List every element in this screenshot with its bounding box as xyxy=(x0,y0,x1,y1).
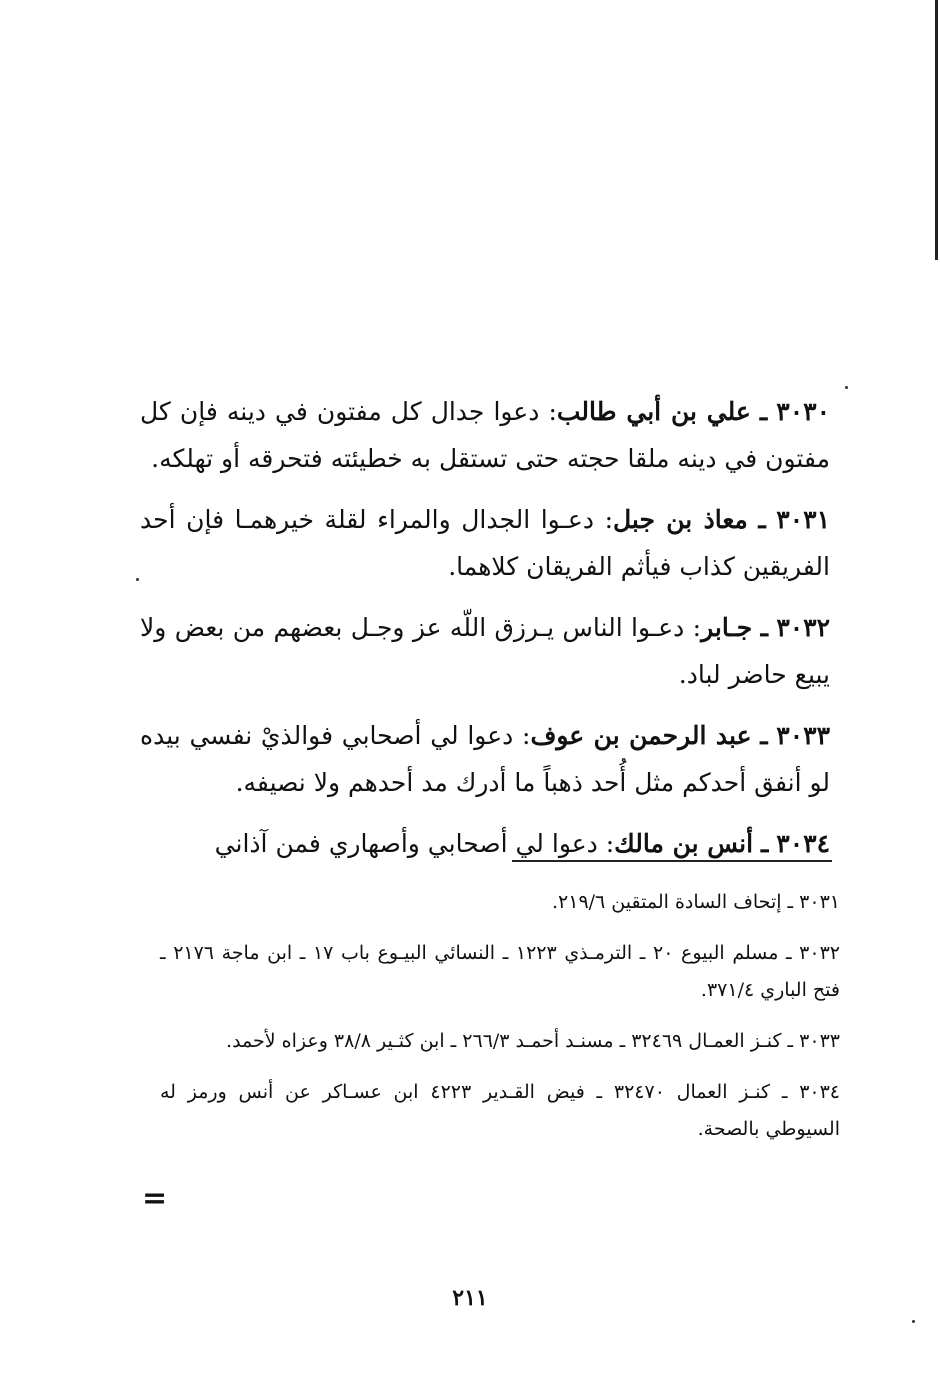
footnote: ٣٠٣٢ ـ مسلم البيوع ٢٠ ـ الترمـذي ١٢٢٣ ـ النسائي البيـوع باب ١٧ ـ ابن ماجة ٢١٧٦ ـ فتح الباري ٣٧١/٤. xyxy=(160,942,840,1001)
hadith-text: دعوا لي أصحابي فوالذيْ نفسي بيده لو أنفق أحدكم مثل أُحد ذهباً ما أدرك مد أحدهم ولا نصيفه. xyxy=(140,721,830,797)
hadith-number: ٣٠٣٤ xyxy=(776,829,830,858)
colon: : xyxy=(605,829,615,858)
colon: : xyxy=(692,613,702,642)
hadith-narrator: علي بن أبي طالب xyxy=(556,397,751,426)
footnote: ٣٠٣١ ـ إتحاف السادة المتقين ٢١٩/٦. xyxy=(551,891,840,913)
footnote: ٣٠٣٣ ـ كنـز العمـال ٣٢٤٦٩ ـ مسنـد أحمـد ٢٦٦/٣ ـ ابن كثـير ٣٨/٨ وعزاه لأحمد. xyxy=(226,1030,840,1052)
footnote-divider xyxy=(512,860,832,862)
footnote: ٣٠٣٤ ـ كنـز العمال ٣٢٤٧٠ ـ فيض القـدير ٤٢٢٣ ابن عسـاكر عن أنس ورمز له السيوطي بالصحة. xyxy=(160,1081,841,1140)
hadith-number: ٣٠٣١ xyxy=(776,505,830,534)
hadith-text: دعـوا الناس يـرزق اللّه عز وجـل بعضهم من بعض ولا يبيع حاضر لباد. xyxy=(140,613,830,689)
scan-speck xyxy=(136,578,139,581)
page-number: ٢١١ xyxy=(452,1285,488,1311)
hadith-entry xyxy=(140,388,830,482)
hadith-entry xyxy=(140,712,830,806)
colon: : xyxy=(548,397,557,426)
separator: ـ xyxy=(760,721,768,750)
hadith-narrator: أنس بن مالك xyxy=(614,829,754,858)
hadith-number: ٣٠٣٠ xyxy=(776,397,830,426)
separator: ـ xyxy=(760,613,768,642)
separator: ـ xyxy=(758,505,766,534)
scan-speck xyxy=(912,1320,915,1323)
scan-speck xyxy=(845,386,848,389)
hadith-narrator: معاذ بن جبل xyxy=(613,505,748,534)
hadith-text: دعوا جدال كل مفتون في دينه فإن كل مفتون في دينه ملقا حجته حتى تستقل به خطيئته فتحرقه أو تهلكه. xyxy=(140,397,830,473)
hadith-list xyxy=(140,388,830,881)
hadith-entry xyxy=(140,496,830,590)
colon: : xyxy=(522,721,531,750)
separator: ـ xyxy=(759,397,768,426)
hadith-text: دعوا لي أصحابي وأصهاري فمن آذاني xyxy=(214,829,598,858)
separator: ـ xyxy=(761,829,769,858)
hadith-text: دعـوا الجدال والمراء لقلة خيرهمـا فإن أحد الفريقين كذاب فيأثم الفريقان كلاهما. xyxy=(140,505,830,581)
hadith-narrator: عبد الرحمن بن عوف xyxy=(530,721,752,750)
hadith-number: ٣٠٣٣ xyxy=(776,721,831,750)
continuation-mark: = xyxy=(142,1181,168,1216)
hadith-entry xyxy=(140,604,830,698)
colon: : xyxy=(604,505,613,534)
hadith-narrator: جـابر xyxy=(701,613,753,642)
hadith-number: ٣٠٣٢ xyxy=(776,613,831,642)
footnotes xyxy=(160,884,840,1162)
scan-edge-line xyxy=(935,0,938,260)
